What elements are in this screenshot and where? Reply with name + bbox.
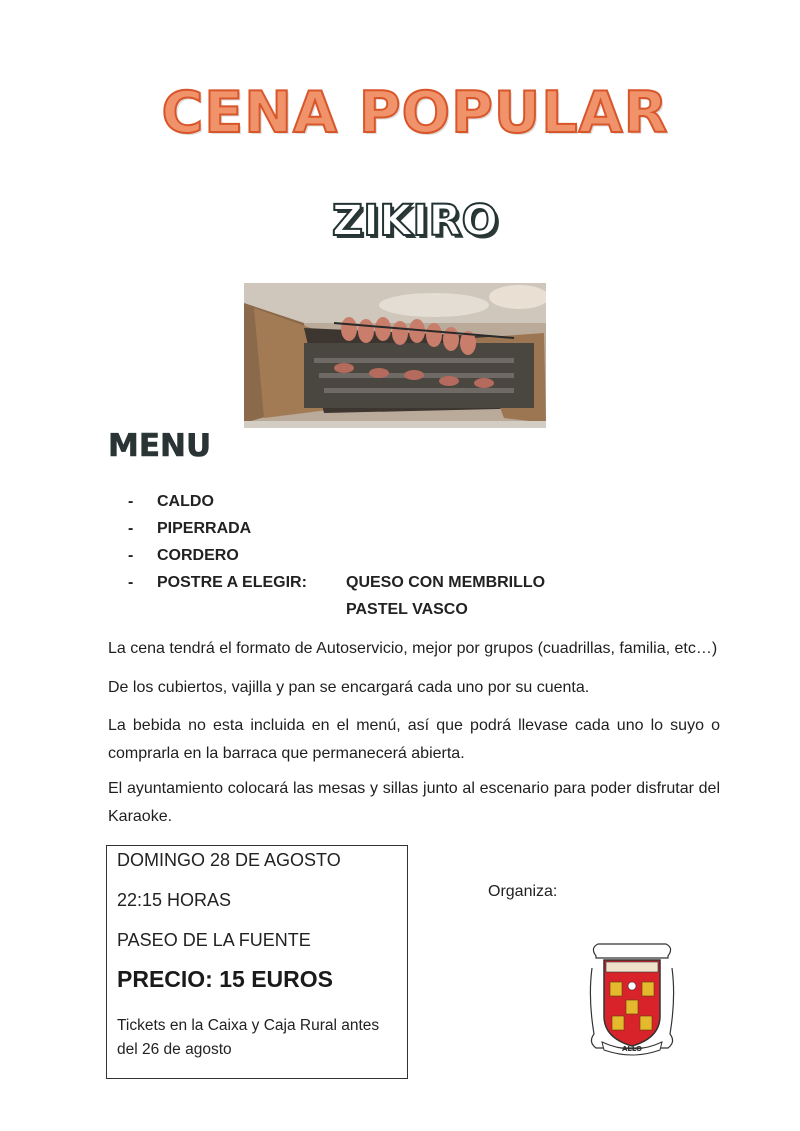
event-date: DOMINGO 28 DE AGOSTO (117, 850, 341, 870)
event-subtitle: ZIKIRO (331, 196, 499, 246)
event-info-box (106, 845, 408, 1079)
menu-dash: - (128, 493, 134, 510)
paragraph-cutlery: De los cubiertos, vajilla y pan se encargará cada uno por su cuenta. (108, 679, 590, 696)
menu-dash: - (128, 574, 134, 591)
event-time: 22:15 HORAS (117, 890, 232, 910)
crest-banner-text: ALLO (621, 1045, 643, 1053)
page-title: CENA POPULAR (161, 80, 669, 146)
roast-lamb-photo (244, 283, 546, 428)
organizer-label: Organiza: (488, 883, 558, 900)
menu-heading: MENU (108, 428, 212, 464)
menu-item-label: CORDERO (157, 547, 239, 564)
menu-item-label: PIPERRADA (157, 520, 252, 537)
menu-item-label: POSTRE A ELEGIR: (157, 574, 307, 591)
town-crest-icon (588, 938, 676, 1056)
event-place: PASEO DE LA FUENTE (117, 930, 311, 950)
paragraph-format: La cena tendrá el formato de Autoservicio, mejor por grupos (cuadrillas, familia, etc…) (108, 640, 718, 657)
event-price: PRECIO: 15 EUROS (117, 966, 333, 992)
menu-dash: - (128, 520, 134, 537)
tickets-info: Tickets en la Caixa y Caja Rural antes del 26 de agosto (117, 1017, 380, 1058)
menu-dash: - (128, 547, 134, 564)
paragraph-drinks: La bebida no esta incluida en el menú, así que podrá llevase cada uno lo suyo o comprarla en la barraca que permanecerá abierta. (108, 717, 720, 762)
paragraph-tables: El ayuntamiento colocará las mesas y sillas junto al escenario para poder disfrutar del Karaoke. (108, 780, 720, 825)
dessert-option: QUESO CON MEMBRILLO (346, 574, 546, 591)
dessert-option: PASTEL VASCO (346, 601, 468, 618)
menu-item-label: CALDO (157, 493, 214, 510)
